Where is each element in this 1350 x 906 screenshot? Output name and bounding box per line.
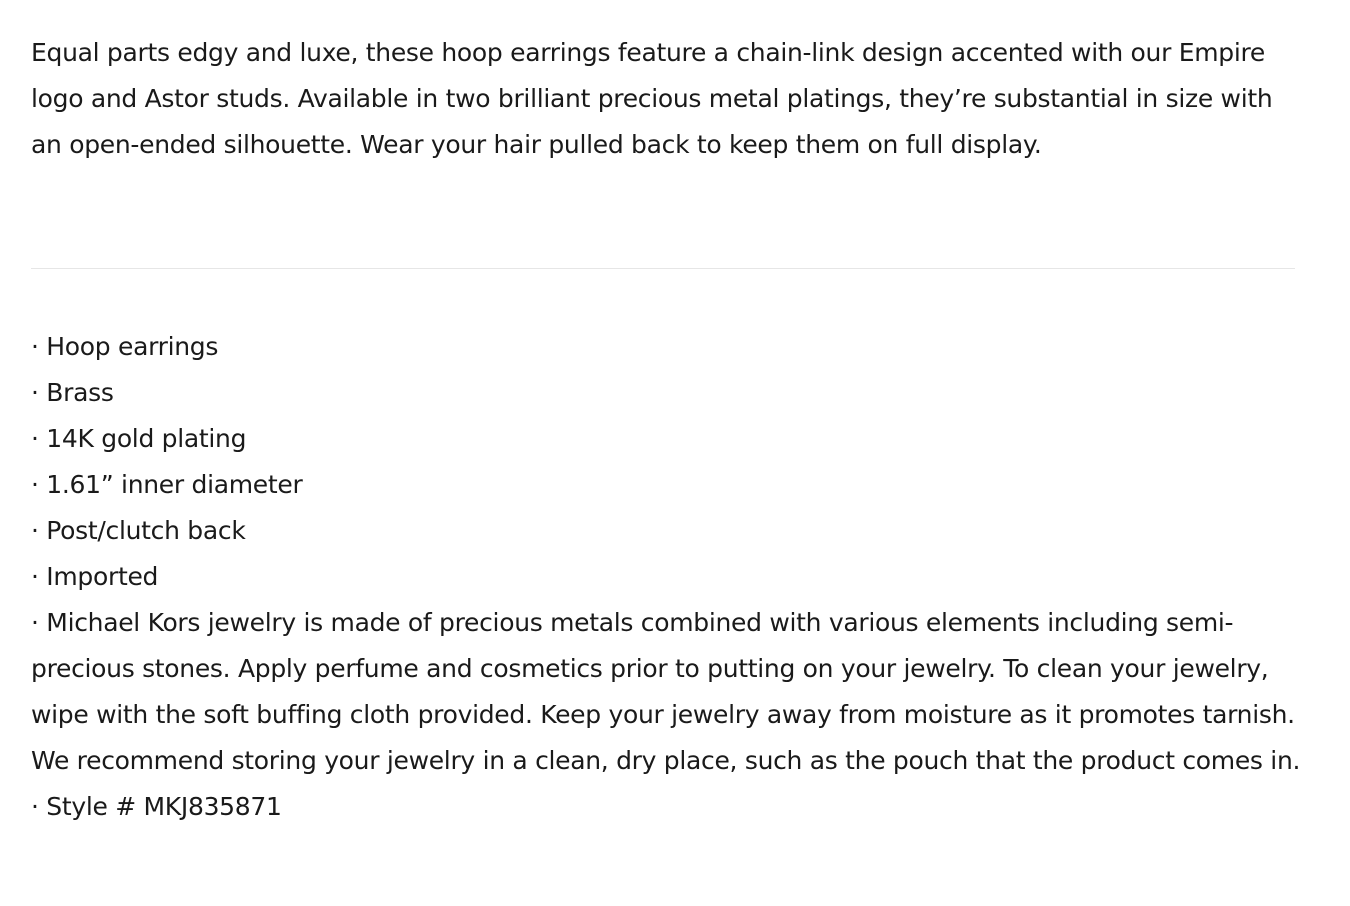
detail-item-material: · Brass <box>31 378 114 407</box>
section-divider <box>31 268 1295 269</box>
detail-item-type: · Hoop earrings <box>31 332 219 361</box>
detail-item-origin: · Imported <box>31 562 159 591</box>
detail-item-care: · Michael Kors jewelry is made of precious metals combined with various elements including semi-precious stones. Apply perfume and cosmetics prior to putting on your jewelry. To clean your jewelry, wipe with the soft buffing cloth provided. Keep your jewelry away from moisture as it promotes tarnish. We recommend storing your jewelry in a clean, dry place, such as the pouch that the product comes in. <box>31 608 1301 775</box>
detail-item-closure: · Post/clutch back <box>31 516 246 545</box>
product-description: Equal parts edgy and luxe, these hoop earrings feature a chain-link design accented with our Empire logo and Astor studs. Available in two brilliant precious metal platings, they’re substantial in size with an open-ended silhouette. Wear your hair pulled back to keep them on full display. <box>31 38 1273 159</box>
detail-item-style-number: · Style # MKJ835871 <box>31 792 282 821</box>
detail-item-diameter: · 1.61” inner diameter <box>31 470 303 499</box>
detail-item-plating: · 14K gold plating <box>31 424 247 453</box>
product-details-list <box>31 324 1306 830</box>
